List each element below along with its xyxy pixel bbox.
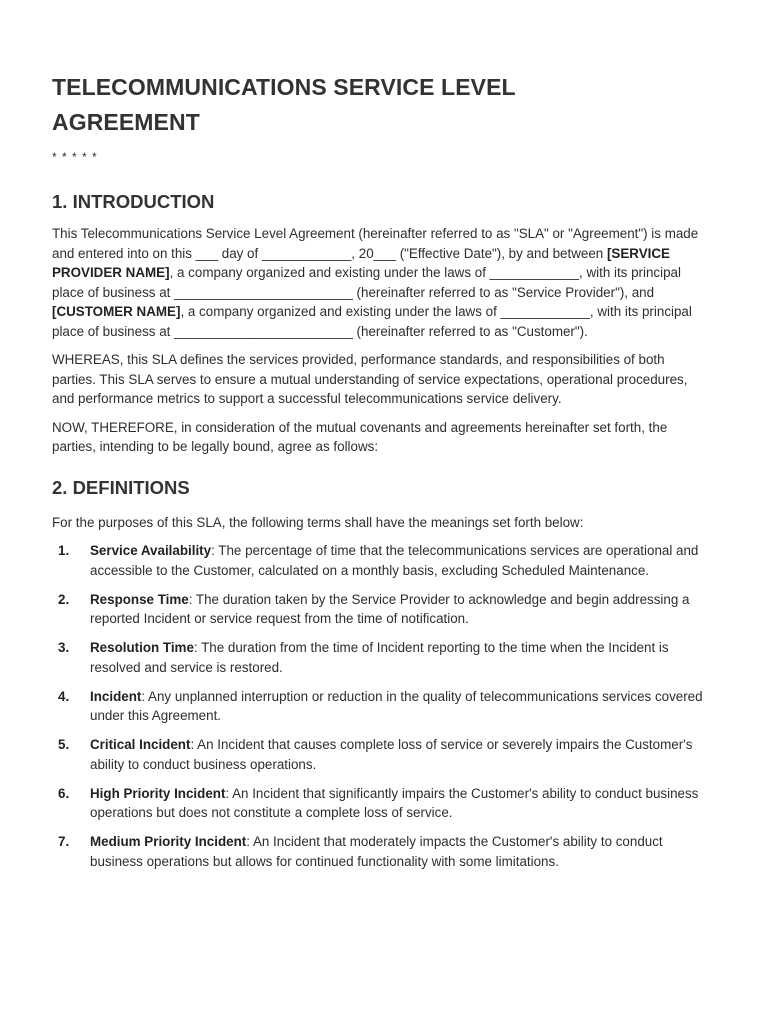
intro-p1-text-a: This Telecommunications Service Level Agreement (hereinafter referred to as "SLA" or "Agreement") is made and entered into on this ___ day of ____________, 20___ ("Effective Date"), by and between [52,226,699,261]
definition-item [52,590,706,629]
definition-term: Service Availability [90,543,212,558]
document-title-line-1: TELECOMMUNICATIONS SERVICE LEVEL [52,74,516,100]
definition-body [90,784,706,823]
definition-body [90,590,706,629]
definition-item [52,687,706,726]
definition-text: : The duration taken by the Service Provider to acknowledge and begin addressing a reported Incident or service request from the time of notification. [90,591,690,626]
definition-body [90,735,706,774]
definition-term: Resolution Time [90,640,194,655]
definition-number: 6. [58,785,70,801]
rating-stars: * * * * * [52,150,98,164]
definition-term: Response Time [90,591,189,607]
definition-term: Medium Priority Incident [90,834,247,849]
definition-text: : The duration from the time of Incident reporting to the time when the Incident is resolved and service is restored. [90,640,669,675]
definitions-heading: 2. DEFINITIONS [52,476,190,498]
definition-number: 5. [58,737,70,752]
introduction-paragraph-1 [52,224,706,341]
definition-item [52,541,706,580]
definition-item [52,735,706,774]
introduction-paragraph-2: WHEREAS, this SLA defines the services provided, performance standards, and responsibilities of both parties. This SLA serves to ensure a mutual understanding of service expectations, operational procedures, and performance metrics to support a successful telecommunications service delivery. [52,352,688,406]
definitions-intro: For the purposes of this SLA, the following terms shall have the meanings set forth below: [52,514,584,530]
introduction-paragraph-3: NOW, THEREFORE, in consideration of the mutual covenants and agreements hereinafter set forth, the parties, intending to be legally bound, agree as follows: [52,419,668,454]
customer-name-placeholder: [CUSTOMER NAME] [52,304,181,319]
definition-number: 2. [58,591,70,607]
definition-text: : The percentage of time that the telecommunications services are operational and accessible to the Customer, calculated on a monthly basis, excluding Scheduled Maintenance. [90,543,699,578]
definition-number: 3. [58,640,70,655]
definition-number: 4. [58,688,70,704]
definition-number: 7. [58,834,70,849]
document-title [52,70,706,140]
definition-term: Incident [90,688,142,704]
definition-text: : An Incident that causes complete loss of service or severely impairs the Customer's ability to conduct business operations. [90,737,693,772]
definitions-list [52,541,706,871]
definition-body [90,541,706,580]
definition-item [52,784,706,823]
introduction-heading: 1. INTRODUCTION [52,191,215,212]
definition-text: : An Incident that moderately impacts the Customer's ability to conduct business operations but allows for continued functionality with some limitations. [90,834,663,869]
document-title-line-2: AGREEMENT [52,109,200,135]
definition-item [52,832,706,871]
intro-p1-text-d: , a company organized and existing under the laws of ____________, with its principal place of business at ________________________ (hereinafter referred to as "Customer"). [52,304,692,339]
definition-body [90,638,706,677]
definition-body [90,832,706,871]
definition-term: Critical Incident [90,737,191,752]
definition-item [52,638,706,677]
service-provider-placeholder: [SERVICE PROVIDER NAME] [52,245,670,280]
definition-text: : An Incident that significantly impairs the Customer's ability to conduct business operations but does not constitute a complete loss of service. [90,785,699,820]
definition-term: High Priority Incident [90,785,226,801]
intro-p1-text-c: , a company organized and existing under the laws of ____________, with its principal place of business at ________________________ (hereinafter referred to as "Service Provider"), and [52,265,681,300]
definition-text: : Any unplanned interruption or reduction in the quality of telecommunications services covered under this Agreement. [90,688,703,723]
definition-number: 1. [58,543,70,558]
definition-body [90,687,706,726]
